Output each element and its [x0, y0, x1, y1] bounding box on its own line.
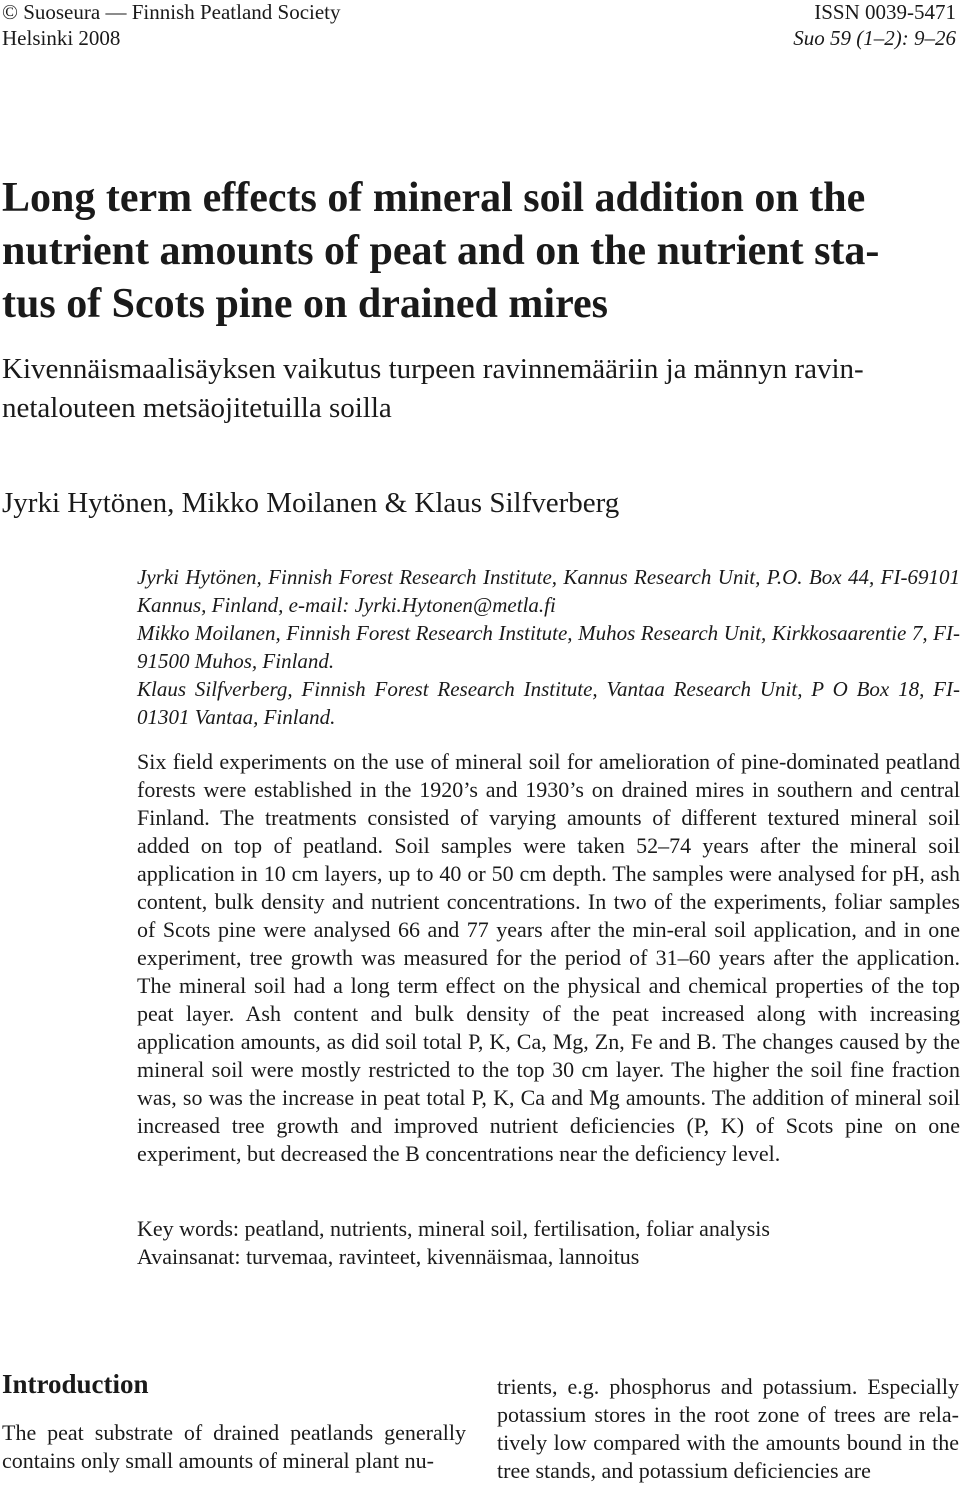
keywords-block	[137, 1215, 960, 1271]
affiliations	[137, 563, 960, 731]
introduction-right-column: trients, e.g. phosphorus and potassium. Especially potassium stores in the root zone of trees are rela-tively low compared with the amounts bound in the tree stands, and potassium deficiencies are	[497, 1374, 959, 1483]
finnish-title-line: netalouteen metsäojitetuilla soilla	[2, 392, 392, 424]
affiliation-moilanen: Mikko Moilanen, Finnish Forest Research Institute, Muhos Research Unit, Kirkkosaarentie 7, FI-91500 Muhos, Finland.	[137, 621, 960, 673]
introduction-paragraph: The peat substrate of drained peatlands generally contains only small amounts of mineral plant nu-	[2, 1420, 466, 1473]
keywords-english: Key words: peatland, nutrients, mineral soil, fertilisation, foliar analysis	[137, 1216, 770, 1241]
publisher-location: Helsinki 2008	[2, 26, 121, 50]
affiliation-hytonen: Jyrki Hytönen, Finnish Forest Research Institute, Kannus Research Unit, P.O. Box 44, FI-69101 Kannus, Finland, e-mail: Jyrki.Hytonen@metla.fi	[137, 565, 960, 617]
authors: Jyrki Hytönen, Mikko Moilanen & Klaus Silfverberg	[2, 487, 620, 519]
title-line: Long term effects of mineral soil addition on the	[2, 175, 866, 221]
issn: ISSN 0039-5471	[814, 0, 956, 24]
finnish-title	[2, 350, 960, 428]
affiliation-silfverberg: Klaus Silfverberg, Finnish Forest Research Institute, Vantaa Research Unit, P O Box 18, FI-01301 Vantaa, Finland.	[137, 677, 960, 729]
citation: Suo 59 (1–2): 9–26	[793, 26, 956, 50]
title-line: nutrient amounts of peat and on the nutrient sta-	[2, 228, 880, 274]
copyright-line: © Suoseura — Finnish Peatland Society	[2, 0, 341, 24]
journal-header-right	[793, 0, 956, 51]
paper-title	[2, 172, 952, 331]
introduction-left-column	[2, 1366, 466, 1475]
section-heading-introduction: Introduction	[2, 1369, 149, 1399]
abstract: Six field experiments on the use of mineral soil for amelioration of pine-dominated peatland forests were established in the 1920’s and 1930’s on drained mires in southern and central Finland. The treatments consisted of varying amounts of different textured mineral soil added on top of peatland. Soil samples were taken 52–74 years after the mineral soil application in 10 cm layers, up to 40 or 50 cm depth. The samples were analysed for pH, ash content, bulk density and nutrient concentrations. In two of the experiments, foliar samples of Scots pine were analysed 66 and 77 years after the min-eral soil application, and in one experiment, tree growth was measured for the period of 31–60 years after the application. The mineral soil had a long term effect on the physical and chemical properties of the top peat layer. Ash content and bulk density of the peat increased along with increasing application amounts, as did soil total P, K, Ca, Mg, Zn, Fe and B. The changes caused by the mineral soil were mostly restricted to the top 30 cm layer. The higher the soil fine fraction was, so was the increase in peat total P, K, Ca and Mg amounts. The addition of mineral soil increased tree growth and improved nutrient deficiencies (P, K) of Scots pine on one experiment, but decreased the B concentrations near the deficiency level.	[137, 749, 960, 1166]
finnish-title-line: Kivennäismaalisäyksen vaikutus turpeen ravinnemääriin ja männyn ravin-	[2, 353, 864, 385]
keywords-finnish: Avainsanat: turvemaa, ravinteet, kivennäismaa, lannoitus	[137, 1244, 640, 1269]
journal-header-left	[2, 0, 341, 51]
title-line: tus of Scots pine on drained mires	[2, 281, 608, 327]
